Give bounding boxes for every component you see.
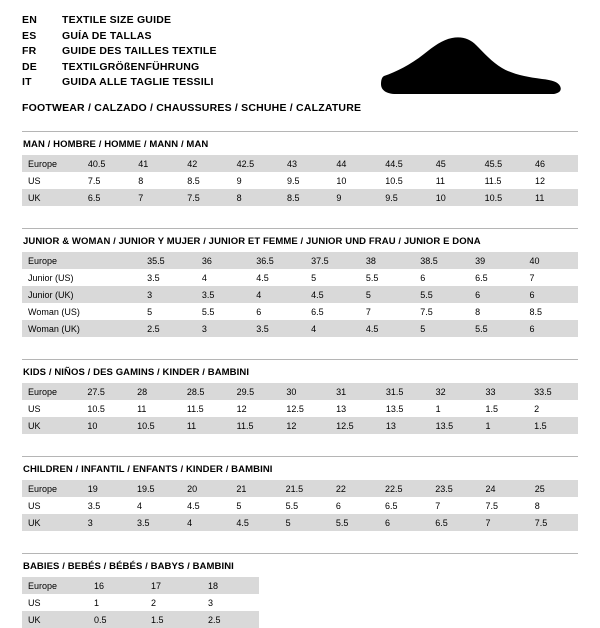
language-title: TEXTILGRÖßENFÜHRUNG bbox=[62, 60, 200, 73]
size-cell: 11.5 bbox=[231, 417, 281, 434]
size-cell: 5.5 bbox=[280, 497, 330, 514]
size-cell: 10.5 bbox=[81, 400, 131, 417]
size-cell: 13.5 bbox=[430, 417, 480, 434]
size-cell: 8 bbox=[529, 497, 578, 514]
size-cell: 44.5 bbox=[379, 155, 429, 172]
size-cell: 12.5 bbox=[330, 417, 380, 434]
size-cell: 7.5 bbox=[414, 303, 469, 320]
section-kids bbox=[22, 359, 578, 434]
section-title: MAN / HOMBRE / HOMME / MANN / MAN bbox=[23, 139, 209, 150]
size-cell: 44 bbox=[330, 155, 379, 172]
size-cell: 12.5 bbox=[280, 400, 330, 417]
row-label: US bbox=[22, 400, 81, 417]
size-cell: 3 bbox=[141, 286, 196, 303]
row-label: UK bbox=[22, 611, 88, 628]
section-babies bbox=[22, 553, 578, 628]
size-cell: 2 bbox=[528, 400, 578, 417]
size-cell: 5 bbox=[414, 320, 469, 337]
language-code: EN bbox=[22, 14, 37, 26]
table-row bbox=[22, 577, 259, 594]
size-cell: 3 bbox=[202, 594, 259, 611]
size-cell: 7 bbox=[479, 514, 528, 531]
size-cell: 21.5 bbox=[280, 480, 330, 497]
section-divider bbox=[22, 131, 578, 132]
table-row bbox=[22, 252, 578, 269]
size-cell: 27.5 bbox=[81, 383, 131, 400]
size-cell: 45.5 bbox=[479, 155, 529, 172]
size-cell: 0.5 bbox=[88, 611, 145, 628]
size-cell: 8 bbox=[132, 172, 181, 189]
table-row bbox=[22, 383, 578, 400]
size-cell: 4.5 bbox=[360, 320, 414, 337]
table-row bbox=[22, 269, 578, 286]
size-cell: 6.5 bbox=[469, 269, 523, 286]
row-label: Europe bbox=[22, 577, 88, 594]
row-label: Europe bbox=[22, 155, 82, 172]
size-cell: 3.5 bbox=[141, 269, 196, 286]
section-divider bbox=[22, 228, 578, 229]
size-cell: 4 bbox=[131, 497, 181, 514]
table-row bbox=[22, 480, 578, 497]
size-cell: 13.5 bbox=[380, 400, 430, 417]
table-row bbox=[22, 172, 578, 189]
row-label: Woman (UK) bbox=[22, 320, 87, 337]
size-cell: 3.5 bbox=[131, 514, 181, 531]
row-label: Junior (US) bbox=[22, 269, 87, 286]
row-label: UK bbox=[22, 189, 82, 206]
size-cell: 17 bbox=[145, 577, 202, 594]
dress-shoe-icon bbox=[376, 32, 566, 102]
size-cell: 23.5 bbox=[429, 480, 479, 497]
size-cell: 3.5 bbox=[250, 320, 305, 337]
size-cell: 5 bbox=[305, 269, 360, 286]
size-cell: 7 bbox=[524, 269, 579, 286]
size-cell: 28 bbox=[131, 383, 181, 400]
size-cell: 38.5 bbox=[414, 252, 469, 269]
size-cell: 1.5 bbox=[479, 400, 528, 417]
section-divider bbox=[22, 359, 578, 360]
document-header bbox=[22, 14, 578, 114]
size-cell: 6 bbox=[330, 497, 379, 514]
size-cell: 41 bbox=[132, 155, 181, 172]
table-row bbox=[22, 155, 578, 172]
section-children bbox=[22, 456, 578, 531]
size-cell: 33 bbox=[479, 383, 528, 400]
row-label: US bbox=[22, 594, 88, 611]
size-cell: 1 bbox=[88, 594, 145, 611]
section-divider bbox=[22, 456, 578, 457]
row-label: US bbox=[22, 172, 82, 189]
size-cell: 11.5 bbox=[479, 172, 529, 189]
size-cell: 5.5 bbox=[414, 286, 469, 303]
size-cell: 30 bbox=[280, 383, 330, 400]
size-cell: 8 bbox=[231, 189, 281, 206]
size-cell: 4.5 bbox=[230, 514, 279, 531]
size-cell: 6 bbox=[414, 269, 469, 286]
size-table-man bbox=[22, 155, 578, 206]
size-cell: 1 bbox=[430, 400, 480, 417]
language-row bbox=[22, 14, 217, 30]
size-cell: 46 bbox=[529, 155, 578, 172]
row-label: UK bbox=[22, 514, 82, 531]
language-code: IT bbox=[22, 76, 32, 88]
size-cell: 43 bbox=[281, 155, 330, 172]
size-cell: 3.5 bbox=[196, 286, 250, 303]
size-cell: 7.5 bbox=[181, 189, 230, 206]
size-cell: 39 bbox=[469, 252, 523, 269]
size-cell bbox=[87, 286, 141, 303]
table-row bbox=[22, 594, 259, 611]
size-cell: 7.5 bbox=[82, 172, 132, 189]
size-cell: 24 bbox=[479, 480, 528, 497]
size-cell: 11 bbox=[529, 189, 578, 206]
size-cell: 7 bbox=[429, 497, 479, 514]
size-cell: 7 bbox=[132, 189, 181, 206]
row-label: Europe bbox=[22, 383, 81, 400]
section-divider bbox=[22, 553, 578, 554]
language-row bbox=[22, 61, 217, 77]
size-cell: 5.5 bbox=[196, 303, 250, 320]
size-cell: 38 bbox=[360, 252, 414, 269]
section-title: JUNIOR & WOMAN / JUNIOR Y MUJER / JUNIOR ET FEMME / JUNIOR UND FRAU / JUNIOR E DONA bbox=[23, 236, 481, 247]
size-cell: 7.5 bbox=[529, 514, 578, 531]
size-cell: 2.5 bbox=[202, 611, 259, 628]
size-cell: 12 bbox=[231, 400, 281, 417]
size-cell: 35.5 bbox=[141, 252, 196, 269]
size-cell: 5.5 bbox=[469, 320, 523, 337]
size-cell bbox=[87, 269, 141, 286]
size-cell: 25 bbox=[529, 480, 578, 497]
size-cell: 31.5 bbox=[380, 383, 430, 400]
table-row bbox=[22, 400, 578, 417]
size-cell: 8 bbox=[469, 303, 523, 320]
size-cell: 32 bbox=[430, 383, 480, 400]
size-cell bbox=[87, 303, 141, 320]
row-label: US bbox=[22, 497, 82, 514]
size-cell: 5.5 bbox=[360, 269, 414, 286]
section-title: CHILDREN / INFANTIL / ENFANTS / KINDER / BAMBINI bbox=[23, 464, 273, 475]
language-title: GUIDE DES TAILLES TEXTILE bbox=[62, 45, 217, 57]
size-cell: 19 bbox=[82, 480, 131, 497]
size-cell: 13 bbox=[330, 400, 380, 417]
size-cell: 5 bbox=[230, 497, 279, 514]
language-title: TEXTILE SIZE GUIDE bbox=[62, 14, 172, 26]
size-cell: 6.5 bbox=[379, 497, 429, 514]
size-cell: 42.5 bbox=[231, 155, 281, 172]
category-line: FOOTWEAR / CALZADO / CHAUSSURES / SCHUHE / CALZATURE bbox=[22, 101, 362, 114]
size-cell: 9 bbox=[330, 189, 379, 206]
row-label: Europe bbox=[22, 252, 87, 269]
section-junior-woman bbox=[22, 228, 578, 337]
size-cell: 33.5 bbox=[528, 383, 578, 400]
size-cell: 22 bbox=[330, 480, 379, 497]
size-cell: 8.5 bbox=[281, 189, 330, 206]
section-title: BABIES / BEBÉS / BÉBÉS / BABYS / BAMBINI bbox=[23, 561, 234, 572]
size-cell: 11 bbox=[181, 417, 231, 434]
table-row bbox=[22, 303, 578, 320]
table-row bbox=[22, 611, 259, 628]
size-cell: 2.5 bbox=[141, 320, 196, 337]
size-cell: 13 bbox=[380, 417, 430, 434]
size-cell: 3.5 bbox=[82, 497, 131, 514]
size-cell: 28.5 bbox=[181, 383, 231, 400]
language-row bbox=[22, 76, 217, 92]
size-cell: 9 bbox=[231, 172, 281, 189]
size-cell: 10.5 bbox=[379, 172, 429, 189]
size-cell: 19.5 bbox=[131, 480, 181, 497]
size-cell: 2 bbox=[145, 594, 202, 611]
size-cell: 5 bbox=[141, 303, 196, 320]
size-cell: 11.5 bbox=[181, 400, 231, 417]
size-cell: 4 bbox=[250, 286, 305, 303]
section-man bbox=[22, 131, 578, 206]
size-cell: 9.5 bbox=[379, 189, 429, 206]
size-cell: 4 bbox=[181, 514, 230, 531]
size-cell: 31 bbox=[330, 383, 380, 400]
size-cell: 6.5 bbox=[429, 514, 479, 531]
language-code: FR bbox=[22, 45, 37, 57]
size-cell: 21 bbox=[230, 480, 279, 497]
language-rows bbox=[22, 14, 217, 92]
size-cell: 10 bbox=[330, 172, 379, 189]
size-cell: 6 bbox=[379, 514, 429, 531]
row-label: Junior (UK) bbox=[22, 286, 87, 303]
size-cell: 12 bbox=[529, 172, 578, 189]
size-cell: 4.5 bbox=[250, 269, 305, 286]
size-cell: 10.5 bbox=[479, 189, 529, 206]
size-table-kids bbox=[22, 383, 578, 434]
size-table-babies bbox=[22, 577, 259, 628]
size-cell: 22.5 bbox=[379, 480, 429, 497]
row-label: Europe bbox=[22, 480, 82, 497]
size-cell: 8.5 bbox=[181, 172, 230, 189]
size-cell bbox=[87, 320, 141, 337]
language-title: GUIDA ALLE TAGLIE TESSILI bbox=[62, 76, 214, 88]
table-row bbox=[22, 417, 578, 434]
size-cell: 4 bbox=[305, 320, 360, 337]
row-label: Woman (US) bbox=[22, 303, 87, 320]
size-cell: 10 bbox=[81, 417, 131, 434]
section-title: KIDS / NIÑOS / DES GAMINS / KINDER / BAMBINI bbox=[23, 367, 250, 378]
size-table-junior-woman bbox=[22, 252, 578, 337]
size-cell: 40 bbox=[524, 252, 579, 269]
size-cell: 4.5 bbox=[305, 286, 360, 303]
language-code: DE bbox=[22, 60, 37, 73]
size-cell: 6 bbox=[250, 303, 305, 320]
size-cell: 6.5 bbox=[305, 303, 360, 320]
size-cell: 45 bbox=[430, 155, 479, 172]
language-title: GUÍA DE TALLAS bbox=[62, 29, 152, 42]
size-cell: 7.5 bbox=[479, 497, 528, 514]
size-cell: 16 bbox=[88, 577, 145, 594]
size-cell: 6 bbox=[469, 286, 523, 303]
size-cell: 10.5 bbox=[131, 417, 181, 434]
size-table-children bbox=[22, 480, 578, 531]
language-row bbox=[22, 30, 217, 46]
size-cell: 40.5 bbox=[82, 155, 132, 172]
size-cell: 5 bbox=[280, 514, 330, 531]
size-cell: 29.5 bbox=[231, 383, 281, 400]
size-cell: 6.5 bbox=[82, 189, 132, 206]
size-cell: 5.5 bbox=[330, 514, 379, 531]
size-cell: 9.5 bbox=[281, 172, 330, 189]
size-cell: 5 bbox=[360, 286, 414, 303]
size-cell: 20 bbox=[181, 480, 230, 497]
language-code: ES bbox=[22, 29, 37, 42]
size-cell: 6 bbox=[524, 320, 579, 337]
table-row bbox=[22, 497, 578, 514]
size-cell: 4 bbox=[196, 269, 250, 286]
size-cell: 36.5 bbox=[250, 252, 305, 269]
size-cell: 1 bbox=[479, 417, 528, 434]
size-cell: 42 bbox=[181, 155, 230, 172]
size-cell: 11 bbox=[131, 400, 181, 417]
size-cell bbox=[87, 252, 141, 269]
size-cell: 37.5 bbox=[305, 252, 360, 269]
table-row bbox=[22, 286, 578, 303]
size-cell: 8.5 bbox=[524, 303, 579, 320]
language-title-table bbox=[22, 14, 217, 92]
size-cell: 1.5 bbox=[528, 417, 578, 434]
size-cell: 7 bbox=[360, 303, 414, 320]
size-cell: 10 bbox=[430, 189, 479, 206]
size-cell: 12 bbox=[280, 417, 330, 434]
table-row bbox=[22, 189, 578, 206]
size-cell: 36 bbox=[196, 252, 250, 269]
size-cell: 1.5 bbox=[145, 611, 202, 628]
size-cell: 4.5 bbox=[181, 497, 230, 514]
size-cell: 11 bbox=[430, 172, 479, 189]
table-row bbox=[22, 320, 578, 337]
size-cell: 18 bbox=[202, 577, 259, 594]
size-cell: 6 bbox=[524, 286, 579, 303]
size-cell: 3 bbox=[82, 514, 131, 531]
row-label: UK bbox=[22, 417, 81, 434]
table-row bbox=[22, 514, 578, 531]
size-cell: 3 bbox=[196, 320, 250, 337]
language-row bbox=[22, 45, 217, 61]
